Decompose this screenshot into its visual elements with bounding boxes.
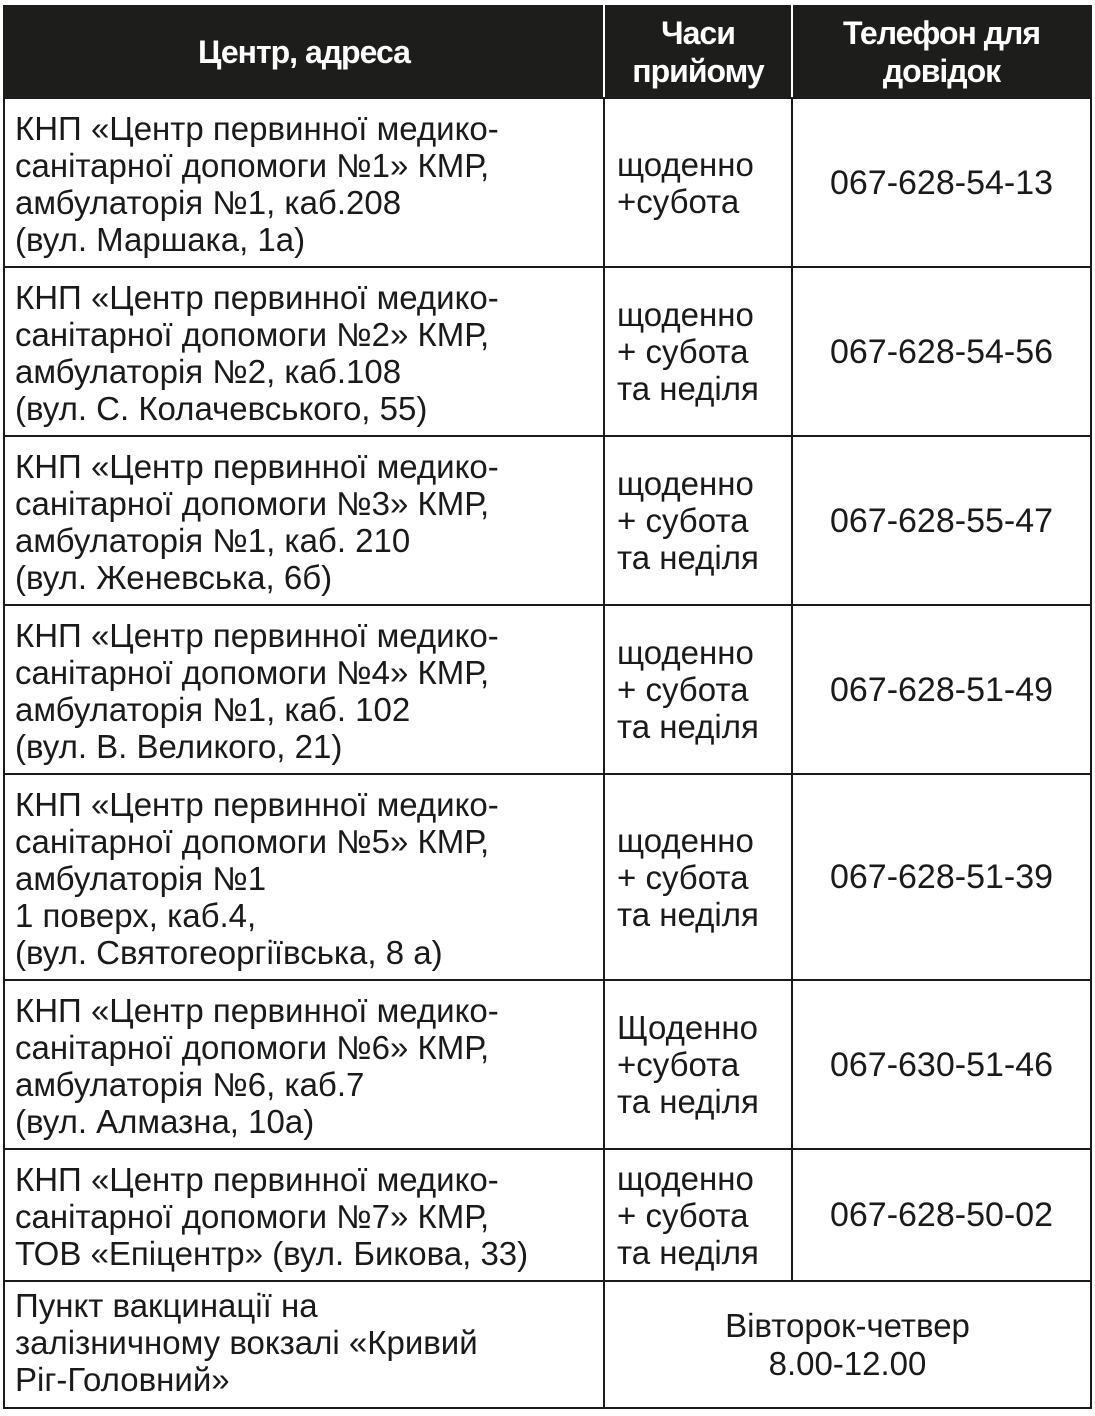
address-line: (вул. В. Великого, 21) (15, 728, 343, 765)
address-line: (вул. С. Колачевського, 55) (15, 390, 428, 427)
address-line: амбулаторія №1 (15, 860, 267, 897)
hours-line: та неділя (617, 1233, 759, 1271)
address-line: санітарної допомоги №1» КМР, (15, 147, 490, 184)
hours-line: та неділя (617, 895, 759, 933)
table-row (4, 1149, 1091, 1281)
address-line: санітарної допомоги №6» КМР, (15, 1029, 490, 1066)
phone-cell: 067-630-51-46 (792, 980, 1091, 1149)
hours-cell (604, 1149, 792, 1281)
table-row (4, 436, 1091, 605)
hours-line: + субота (617, 858, 749, 896)
address-line: ТОВ «Епіцентр» (вул. Бикова, 33) (15, 1235, 529, 1272)
table-row-railway-point (4, 1281, 1091, 1408)
address-line: КНП «Центр первинної медико- (15, 1161, 499, 1198)
table-row (4, 980, 1091, 1149)
phone-cell: 067-628-54-56 (792, 267, 1091, 436)
address-line: санітарної допомоги №5» КМР, (15, 823, 490, 860)
hours-line: + субота (617, 502, 749, 539)
vaccination-centers-table (3, 5, 1092, 1409)
address-line: санітарної допомоги №3» КМР, (15, 485, 490, 522)
hours-line: + субота (617, 671, 749, 708)
address-line: санітарної допомоги №2» КМР, (15, 316, 490, 353)
hours-line: + субота (617, 1196, 749, 1234)
vaccination-point-schedule-cell (604, 1281, 1091, 1408)
phone-cell: 067-628-51-49 (792, 605, 1091, 774)
hours-line: та неділя (617, 370, 759, 407)
center-address-cell (4, 774, 604, 980)
header-hours-line1: Часи (661, 15, 735, 51)
phone-cell: 067-628-54-13 (792, 98, 1091, 267)
table-row (4, 774, 1091, 980)
hours-cell (604, 436, 792, 605)
header-phone-line1: Телефон для (842, 15, 1041, 51)
address-line: амбулаторія №1, каб. 102 (15, 691, 411, 728)
address-line: Пункт вакцинації на (15, 1287, 318, 1324)
header-phone (792, 6, 1091, 98)
hours-line: щоденно (617, 296, 754, 333)
vaccination-point-address-cell (4, 1281, 604, 1408)
address-line: (вул. Маршака, 1а) (15, 221, 306, 258)
hours-line: Щоденно (617, 1009, 758, 1046)
hours-line: та неділя (617, 1083, 759, 1120)
phone-cell: 067-628-55-47 (792, 436, 1091, 605)
center-address-cell (4, 98, 604, 267)
hours-line: + субота (617, 333, 749, 370)
hours-cell (604, 267, 792, 436)
address-line: амбулаторія №1, каб. 210 (15, 522, 411, 559)
hours-line: щоденно (617, 1159, 754, 1197)
hours-line: щоденно (617, 145, 754, 183)
phone-cell: 067-628-50-02 (792, 1149, 1091, 1281)
schedule-days: Вівторок-четвер (725, 1306, 970, 1344)
hours-line: та неділя (617, 539, 759, 576)
table-row (4, 267, 1091, 436)
address-line: КНП «Центр первинної медико- (15, 279, 499, 316)
address-line: КНП «Центр первинної медико- (15, 110, 499, 147)
address-line: (вул. Женевська, 6б) (15, 559, 333, 596)
table-row (4, 605, 1091, 774)
address-line: санітарної допомоги №7» КМР, (15, 1198, 490, 1235)
hours-line: щоденно (617, 821, 754, 859)
hours-line: щоденно (617, 465, 754, 502)
table-row (4, 98, 1091, 267)
hours-line: +субота (617, 1046, 740, 1083)
address-line: (вул. Святогеоргіївська, 8 а) (15, 934, 443, 971)
header-reception-hours (604, 6, 792, 98)
address-line: амбулаторія №1, каб.208 (15, 184, 402, 221)
address-line: санітарної допомоги №4» КМР, (15, 654, 490, 691)
center-address-cell (4, 980, 604, 1149)
address-line: КНП «Центр первинної медико- (15, 992, 499, 1029)
hours-line: +субота (617, 182, 740, 220)
center-address-cell (4, 436, 604, 605)
hours-cell (604, 774, 792, 980)
table-header-row (4, 6, 1091, 98)
center-address-cell (4, 1149, 604, 1281)
hours-line: та неділя (617, 708, 759, 745)
center-address-cell (4, 605, 604, 774)
header-center-address: Центр, адреса (4, 6, 604, 98)
header-hours-line2: прийому (632, 53, 764, 89)
address-line: КНП «Центр первинної медико- (15, 617, 499, 654)
address-line: КНП «Центр первинної медико- (15, 786, 499, 823)
address-line: залізничному вокзалі «Кривий (15, 1324, 478, 1361)
phone-cell: 067-628-51-39 (792, 774, 1091, 980)
address-line: амбулаторія №6, каб.7 (15, 1066, 365, 1103)
hours-cell (604, 605, 792, 774)
hours-cell (604, 980, 792, 1149)
center-address-cell (4, 267, 604, 436)
schedule-time: 8.00-12.00 (768, 1344, 927, 1382)
hours-line: щоденно (617, 634, 754, 671)
address-line: Ріг-Головний» (15, 1361, 230, 1398)
address-line: 1 поверх, каб.4, (15, 897, 257, 934)
address-line: амбулаторія №2, каб.108 (15, 353, 402, 390)
address-line: КНП «Центр первинної медико- (15, 448, 499, 485)
address-line: (вул. Алмазна, 10а) (15, 1103, 315, 1140)
header-phone-line2: довідок (882, 53, 1001, 89)
hours-cell (604, 98, 792, 267)
